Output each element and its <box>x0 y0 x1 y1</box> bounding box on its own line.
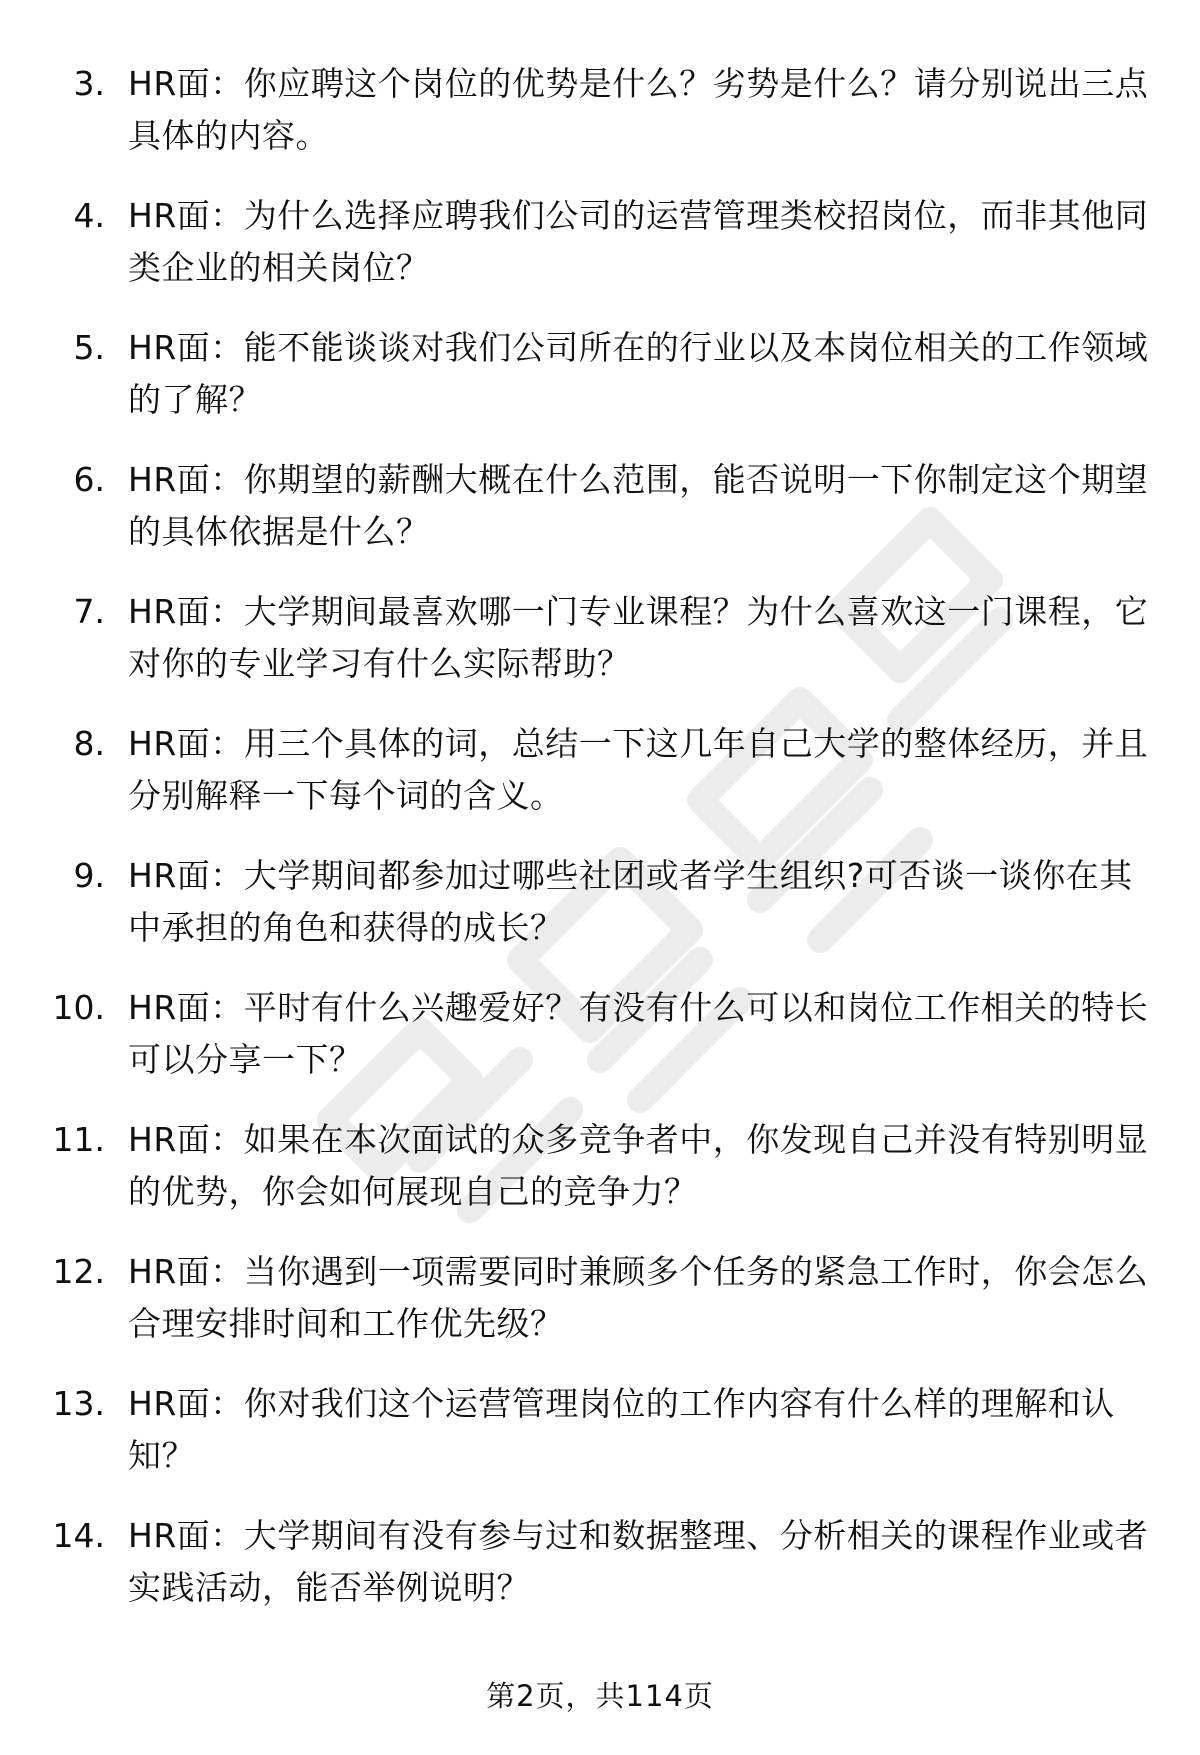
list-item <box>0 454 1200 586</box>
question-number: 14. <box>52 1516 105 1555</box>
question-list <box>0 58 1200 1642</box>
question-text: HR面：当你遇到一项需要同时兼顾多个任务的紧急工作时，你会怎么合理安排时间和工作优先级？ <box>128 1252 1149 1343</box>
question-number: 13. <box>52 1384 105 1423</box>
question-text: HR面：用三个具体的词，总结一下这几年自己大学的整体经历，并且分别解释一下每个词的含义。 <box>128 724 1149 815</box>
question-text: HR面：你期望的薪酬大概在什么范围，能否说明一下你制定这个期望的具体依据是什么？ <box>128 460 1149 551</box>
question-text: HR面：能不能谈谈对我们公司所在的行业以及本岗位相关的工作领域的了解？ <box>128 328 1149 419</box>
question-number: 5. <box>73 328 105 367</box>
list-item <box>0 322 1200 454</box>
question-text: HR面：你应聘这个岗位的优势是什么？劣势是什么？请分别说出三点具体的内容。 <box>128 64 1149 155</box>
question-text: HR面：大学期间有没有参与过和数据整理、分析相关的课程作业或者实践活动，能否举例说明？ <box>128 1516 1149 1607</box>
question-number: 3. <box>73 64 105 103</box>
list-item <box>0 1378 1200 1510</box>
question-number: 10. <box>52 988 105 1027</box>
list-item <box>0 982 1200 1114</box>
question-number: 12. <box>52 1252 105 1291</box>
list-item <box>0 58 1200 190</box>
question-text: HR面：为什么选择应聘我们公司的运营管理类校招岗位，而非其他同类企业的相关岗位？ <box>128 196 1149 287</box>
list-item <box>0 586 1200 718</box>
question-text: HR面：你对我们这个运营管理岗位的工作内容有什么样的理解和认知？ <box>128 1384 1115 1475</box>
page-number-footer: 第2页，共114页 <box>486 1679 714 1713</box>
list-item <box>0 1114 1200 1246</box>
question-number: 9. <box>73 856 105 895</box>
question-number: 7. <box>73 592 105 631</box>
question-text: HR面：大学期间都参加过哪些社团或者学生组织?可否谈一谈你在其中承担的角色和获得的成长？ <box>128 856 1133 947</box>
question-number: 11. <box>52 1120 105 1159</box>
question-number: 4. <box>73 196 105 235</box>
list-item <box>0 190 1200 322</box>
question-text: HR面：平时有什么兴趣爱好？有没有什么可以和岗位工作相关的特长可以分享一下？ <box>128 988 1149 1079</box>
question-text: HR面：如果在本次面试的众多竞争者中，你发现自己并没有特别明显的优势，你会如何展现自己的竞争力？ <box>128 1120 1149 1211</box>
list-item <box>0 1246 1200 1378</box>
list-item <box>0 718 1200 850</box>
question-number: 6. <box>73 460 105 499</box>
question-number: 8. <box>73 724 105 763</box>
list-item <box>0 850 1200 982</box>
question-text: HR面：大学期间最喜欢哪一门专业课程？为什么喜欢这一门课程，它对你的专业学习有什么实际帮助？ <box>128 592 1149 683</box>
list-item <box>0 1510 1200 1642</box>
